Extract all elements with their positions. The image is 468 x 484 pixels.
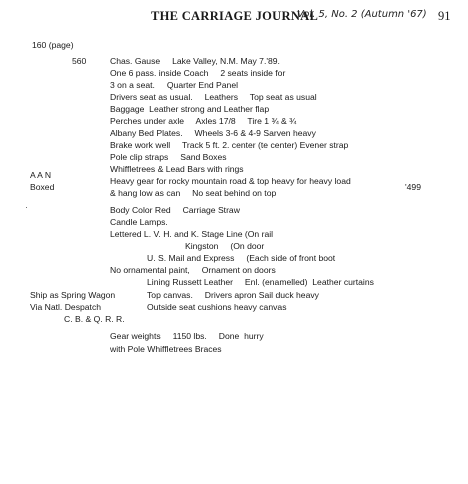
stray-mark: ·: [25, 202, 28, 212]
text-line: Albany Bed Plates. Wheels 3-6 & 4-9 Sarven heavy: [110, 128, 316, 138]
text-line: Kingston (On door: [185, 241, 265, 251]
text-line: Baggage Leather strong and Leather flap: [110, 104, 270, 114]
text-line: 3 on a seat. Quarter End Panel: [110, 80, 239, 90]
text-line: No ornamental paint, Ornament on doors: [110, 265, 276, 275]
text-line: Lettered L. V. H. and K. Stage Line (On rail: [110, 229, 274, 239]
text-line: U. S. Mail and Express (Each side of front boot: [147, 253, 336, 263]
entry-number: 560: [72, 56, 87, 66]
text-line: Heavy gear for rocky mountain road & top heavy for heavy load: [110, 176, 351, 186]
side-label-boxed: Boxed: [30, 182, 55, 192]
page-reference: 160 (page): [32, 40, 74, 50]
text-line: & hang low as can No seat behind on top: [110, 188, 277, 198]
text-line: Candle Lamps.: [110, 217, 168, 227]
text-line: Chas. Gause Lake Valley, N.M. May 7.'89.: [110, 56, 280, 66]
side-label-ship: Ship as Spring Wagon: [30, 290, 116, 300]
text-line: Outside seat cushions heavy canvas: [147, 302, 287, 312]
text-line: Top canvas. Drivers apron Sail duck heavy: [147, 290, 319, 300]
side-label-despatch: Via Natl. Despatch: [30, 302, 102, 312]
text-line: Perches under axle Axles 17/8 Tire 1 ¾ & ¾: [110, 116, 297, 126]
side-label-railroad: C. B. & Q. R. R.: [64, 314, 125, 324]
page-number: 91: [438, 9, 451, 23]
text-line: Brake work well Track 5 ft. 2. center (te center) Evener strap: [110, 140, 349, 150]
text-line: One 6 pass. inside Coach 2 seats inside for: [110, 68, 286, 78]
text-line: Whiffletrees & Lead Bars with rings: [110, 164, 244, 174]
text-line: Body Color Red Carriage Straw: [110, 205, 240, 215]
price-value: '499: [405, 182, 421, 192]
text-line: Drivers seat as usual. Leathers Top seat as usual: [110, 92, 317, 102]
text-line: Gear weights 1150 lbs. Done hurry: [110, 331, 264, 341]
side-label-aan: A A N: [30, 170, 52, 180]
journal-title: THE CARRIAGE JOURNAL: [151, 9, 319, 23]
text-line: with Pole Whiffletrees Braces: [110, 344, 222, 354]
text-line: Lining Russett Leather Enl. (enamelled) Leather curtains: [147, 277, 374, 287]
text-line: Pole clip straps Sand Boxes: [110, 152, 227, 162]
handwritten-issue-note: Vol. 5, No. 2 (Autumn '67): [297, 9, 427, 20]
